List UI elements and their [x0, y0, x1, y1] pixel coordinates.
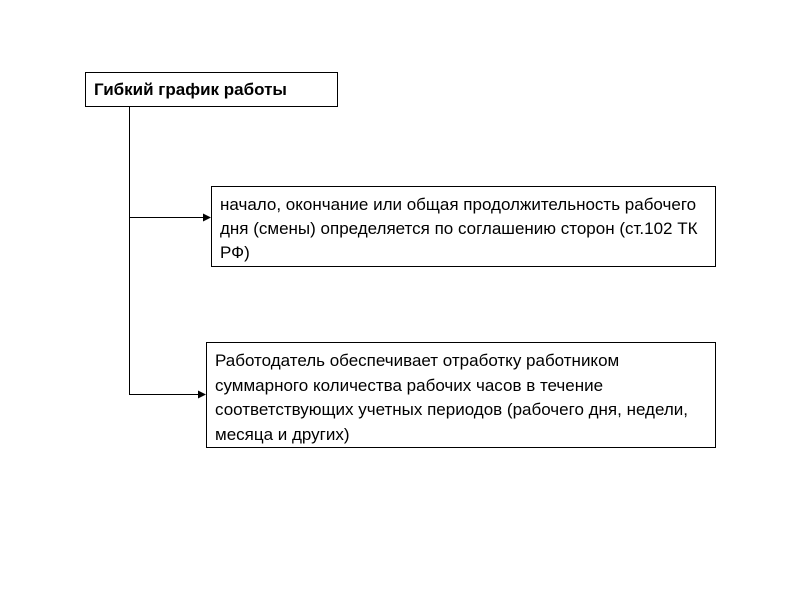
root-node	[85, 72, 338, 107]
child-node-2	[206, 342, 716, 448]
child-node-2-text: Работодатель обеспечивает отработку работником суммарного количества рабочих часов в течение соответствующих учетных периодов (рабочего дня, недели, месяца и других)	[215, 351, 689, 444]
child-node-1	[211, 186, 716, 267]
child-node-1-text: начало, окончание или общая продолжительность рабочего дня (смены) определяется по соглашению сторон (ст.102 ТК РФ)	[220, 195, 698, 262]
root-node-label: Гибкий график работы	[94, 80, 287, 99]
